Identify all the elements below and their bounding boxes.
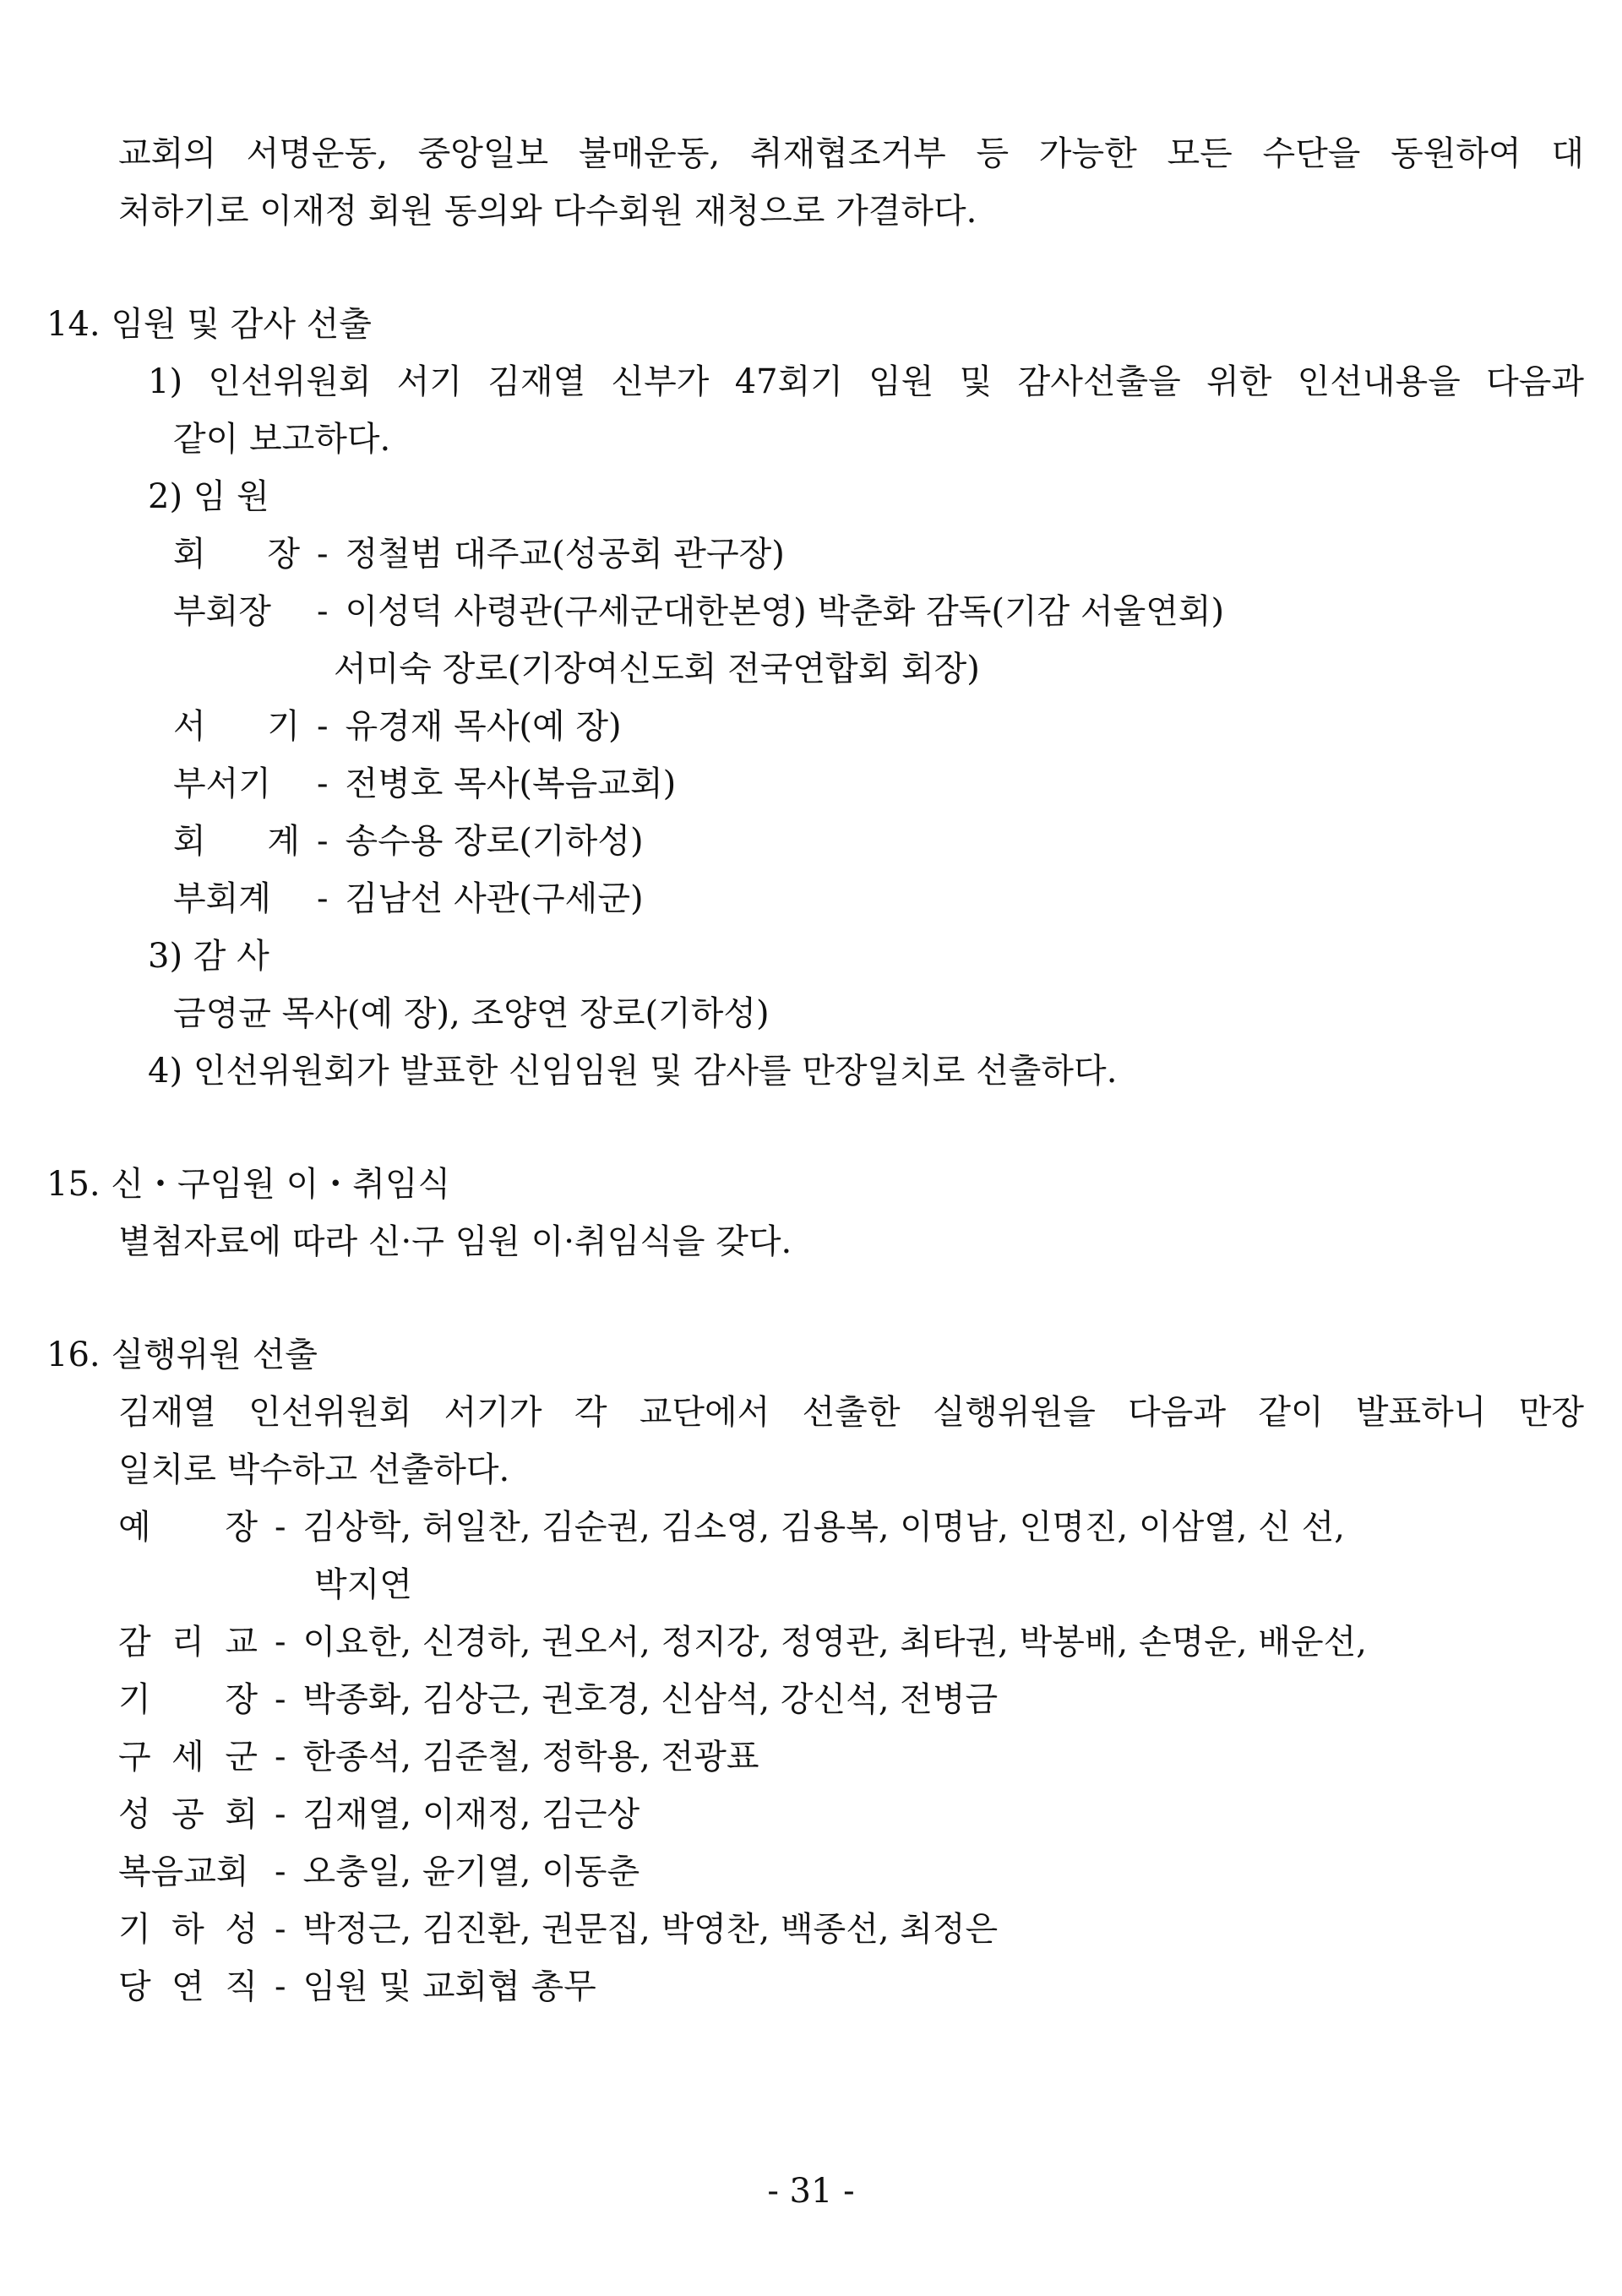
- denomination-label: 기 장: [118, 1680, 258, 1719]
- section-14-heading: 14. 임원 및 감사 선출: [46, 305, 372, 344]
- intro-line-2: 처하기로 이재정 회원 동의와 다수회원 재청으로 가결하다.: [118, 192, 977, 231]
- member-separator: -: [275, 1853, 286, 1891]
- officer-text: 정철범 대주교(성공회 관구장): [345, 535, 785, 574]
- member-names: 오충일, 윤기열, 이동춘: [302, 1853, 640, 1891]
- section-16-heading: 16. 실행위원 선출: [46, 1336, 318, 1374]
- member-separator: -: [275, 1910, 286, 1949]
- officer-separator: -: [317, 764, 329, 803]
- officer-text: 김남선 사관(구세군): [345, 879, 644, 918]
- section-14-item-2: 2) 임 원: [148, 477, 269, 516]
- member-row: [118, 1901, 998, 1958]
- member-names: 김상학, 허일찬, 김순권, 김소영, 김용복, 이명남, 인명진, 이삼열, 신 선,: [302, 1508, 1346, 1547]
- member-separator: -: [275, 1967, 286, 2006]
- intro-line-1: 교회의 서명운동, 중앙일보 불매운동, 취재협조거부 등 가능한 모든 수단을 동원하여 대: [118, 134, 1584, 173]
- officer-label: 서 기: [173, 707, 300, 746]
- member-names: 박종화, 김상근, 권호경, 신삼석, 강신석, 전병금: [302, 1680, 999, 1719]
- officer-row: [173, 755, 676, 813]
- member-row: [118, 1786, 640, 1843]
- member-row: [118, 1613, 1367, 1671]
- member-row: [118, 1671, 998, 1728]
- member-names: 임원 및 교회협 총무: [302, 1967, 596, 2006]
- officer-separator: -: [317, 592, 329, 631]
- officer-text: 이성덕 사령관(구세군대한본영) 박춘화 감독(기감 서울연회): [345, 592, 1225, 631]
- section-16-body-line-1: 김재열 인선위원회 서기가 각 교단에서 선출한 실행위원을 다음과 같이 발표하니 만장: [118, 1393, 1584, 1432]
- officer-separator: -: [317, 535, 329, 574]
- section-16-body-line-2: 일치로 박수하고 선출하다.: [118, 1450, 510, 1489]
- section-15-heading: 15. 신・구임원 이・취임식: [46, 1165, 451, 1204]
- member-continuation: 박지연: [314, 1565, 412, 1604]
- officer-label: 부회계: [173, 879, 271, 918]
- officer-row: [173, 813, 644, 870]
- member-row: [118, 1728, 759, 1786]
- denomination-label: 구 세 군: [118, 1738, 258, 1776]
- officer-label: 부회장: [173, 592, 271, 631]
- section-14-item-4: 4) 인선위원회가 발표한 신임임원 및 감사를 만장일치로 선출하다.: [148, 1052, 1118, 1091]
- denomination-label: 복음교회: [118, 1853, 249, 1891]
- officer-separator: -: [317, 822, 329, 861]
- officer-label: 회 장: [173, 535, 300, 574]
- section-15-body: 별첨자료에 따라 신·구 임원 이·취임식을 갖다.: [118, 1222, 792, 1261]
- denomination-label: 기 하 성: [118, 1910, 258, 1949]
- section-14-item-1-line-2: 같이 보고하다.: [173, 420, 391, 459]
- member-separator: -: [275, 1795, 286, 1834]
- officer-label: 부서기: [173, 764, 271, 803]
- member-names: 이요한, 신경하, 권오서, 정지강, 정영관, 최타권, 박봉배, 손명운, 배운선,: [302, 1623, 1367, 1662]
- member-row: [118, 1499, 1345, 1556]
- officer-row: [173, 525, 785, 583]
- officer-row: [173, 870, 644, 928]
- officer-text: 송수용 장로(기하성): [345, 822, 644, 861]
- officer-continuation: 서미숙 장로(기장여신도회 전국연합회 회장): [334, 650, 980, 688]
- member-names: 한종석, 김준철, 정학용, 전광표: [302, 1738, 759, 1776]
- member-separator: -: [275, 1508, 286, 1547]
- officer-text: 전병호 목사(복음교회): [345, 764, 677, 803]
- denomination-label: 감 리 교: [118, 1623, 258, 1662]
- member-separator: -: [275, 1623, 286, 1662]
- member-separator: -: [275, 1738, 286, 1776]
- officer-text: 유경재 목사(예 장): [345, 707, 622, 746]
- denomination-label: 당 연 직: [118, 1967, 258, 2006]
- officer-row: [173, 583, 1224, 640]
- auditors-list: 금영균 목사(예 장), 조양연 장로(기하성): [173, 994, 770, 1033]
- officer-separator: -: [317, 707, 329, 746]
- page-number: - 31 -: [767, 2172, 855, 2211]
- denomination-label: 예 장: [118, 1508, 258, 1547]
- member-names: 김재열, 이재정, 김근상: [302, 1795, 640, 1834]
- member-separator: -: [275, 1680, 286, 1719]
- member-names: 박정근, 김진환, 권문집, 박영찬, 백종선, 최정은: [302, 1910, 999, 1949]
- officer-separator: -: [317, 879, 329, 918]
- officer-label: 회 계: [173, 822, 300, 861]
- section-14-item-1-line-1: 1) 인선위원회 서기 김재열 신부가 47회기 임원 및 감사선출을 위한 인선내용을 다음과: [148, 362, 1584, 401]
- officer-row: [173, 698, 622, 755]
- section-14-item-3: 3) 감 사: [148, 937, 269, 976]
- member-row: [118, 1843, 640, 1901]
- member-row: [118, 1958, 596, 2016]
- denomination-label: 성 공 회: [118, 1795, 258, 1834]
